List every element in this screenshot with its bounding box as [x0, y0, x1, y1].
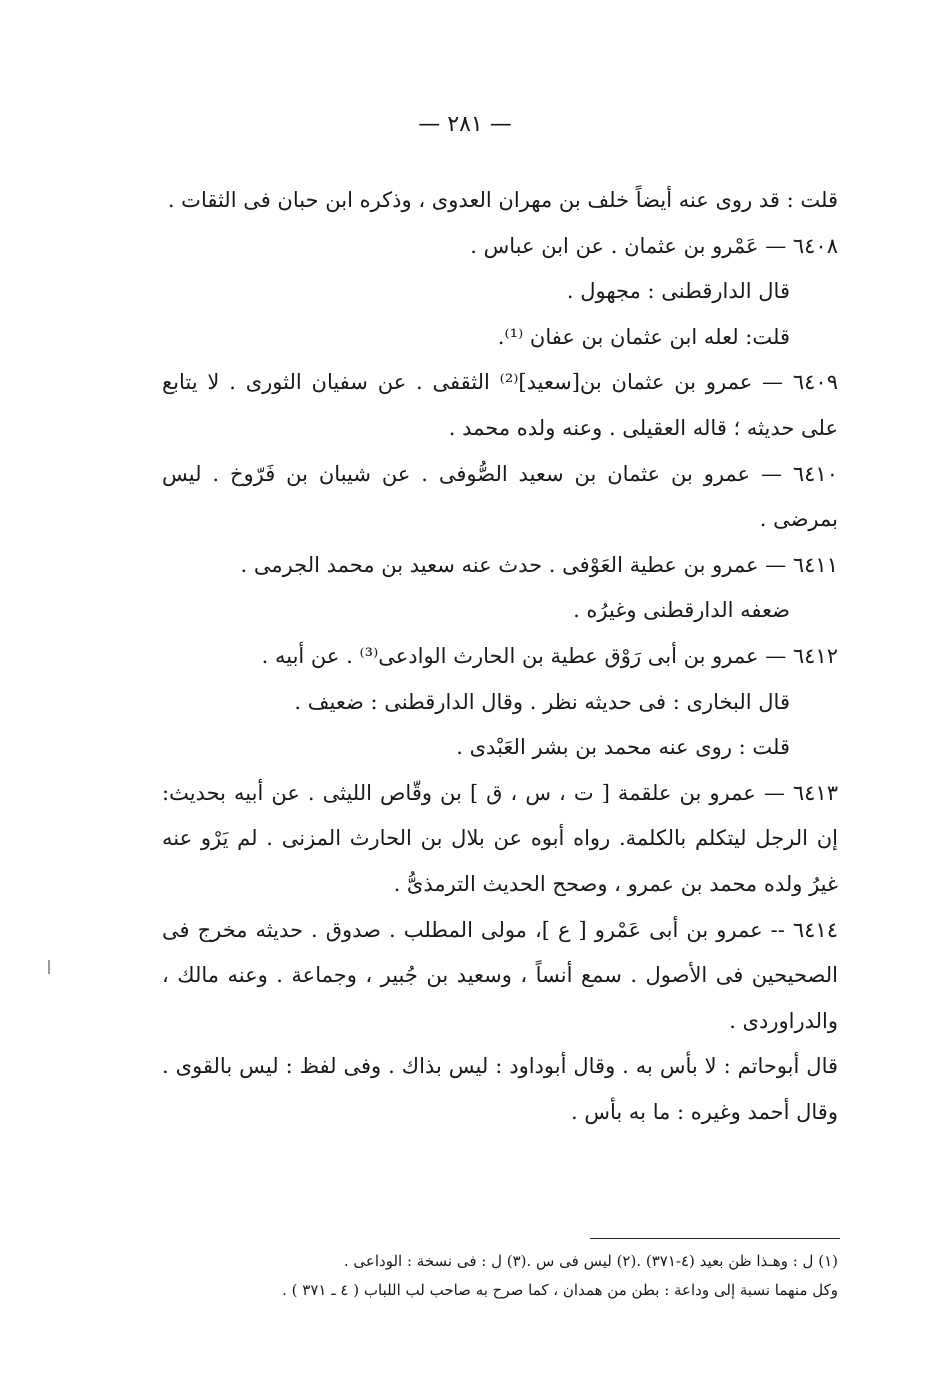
footnotes [162, 1247, 838, 1305]
entry-6412: ٦٤١٢ — عمرو بن أبى رَوْق عطية بن الحارث الوادعى⁽³⁾ . عن أبيه . [261, 643, 838, 668]
main-text [162, 178, 838, 1135]
entry-6409: ٦٤٠٩ — عمرو بن عثمان بن[سعيد]⁽²⁾ الثقفى . عن سفيان الثورى . لا يتابع على حديثه ؛ قاله العقيلى . وعنه ولده محمد . [162, 370, 838, 440]
footnote-divider [590, 1238, 840, 1239]
entry-6411: ٦٤١١ — عمرو بن عطية العَوْفى . حدث عنه سعيد بن محمد الجرمى . [240, 552, 838, 577]
entry-6413: ٦٤١٣ — عمرو بن علقمة [ ت ، س ، ق ] بن وقّاص الليثى . عن أبيه بحديث: إن الرجل ليتكلم بالكلمة. رواه أبوه عن بلال بن الحارث المزنى . لم يَرْو عنه غيرُ ولده محمد بن عمرو ، وصحح الحديث الترمذىُّ . [162, 780, 838, 896]
paragraph-note-khalaf: قلت : قد روى عنه أيضاً خلف بن مهران العدوى ، وذكره ابن حبان فى الثقات . [167, 188, 838, 212]
page-number: — ٢٨١ — [418, 112, 512, 137]
entry-6410: ٦٤١٠ — عمرو بن عثمان بن سعيد الصُّوفى . عن شيبان بن فَرّوخ . ليس بمرضى . [162, 461, 838, 532]
entry-6411-weakened: ضعفه الدارقطنى وغيرُه . [573, 598, 790, 623]
entry-6412-bukhari: قال البخارى : فى حديثه نظر . وقال الدارقطنى : ضعيف . [294, 689, 790, 714]
entry-6408-daraqutni: قال الدارقطنى : مجهول . [566, 279, 790, 304]
footnote-line-1: (١) ل : وهـذا ظن بعيد (٤-٣٧١) .(٢) ليس فى س .(٣) ل : فى نسخة : الوداعى . [343, 1252, 838, 1270]
entry-6408: ٦٤٠٨ — عَمْرو بن عثمان . عن ابن عباس . [470, 233, 838, 258]
entry-6408-note: قلت: لعله ابن عثمان بن عفان ⁽¹⁾. [497, 324, 790, 349]
entry-6414-abu-hatim: قال أبوحاتم : لا بأس به . وقال أبوداود : ليس بذاك . وفى لفظ : ليس بالقوى . وقال أحمد وغيره : ما به بأس . [162, 1054, 838, 1124]
margin-mark [48, 960, 50, 974]
entry-6414: ٦٤١٤ -- عمرو بن أبى عَمْرو [ ع ]، مولى المطلب . صدوق . حديثه مخرج فى الصحيحين فى الأصول . سمع أنساً ، وسعيد بن جُبير ، وجماعة . وعنه مالك ، والدراوردى . [162, 917, 838, 1033]
footnote-line-2: وكل منهما نسبة إلى وداعة : بطن من همدان ، كما صرح به صاحب لب اللباب ( ٤ ـ ٣٧١ ) . [282, 1281, 838, 1299]
entry-6412-note: قلت : روى عنه محمد بن بشر العَبْدى . [456, 735, 790, 760]
